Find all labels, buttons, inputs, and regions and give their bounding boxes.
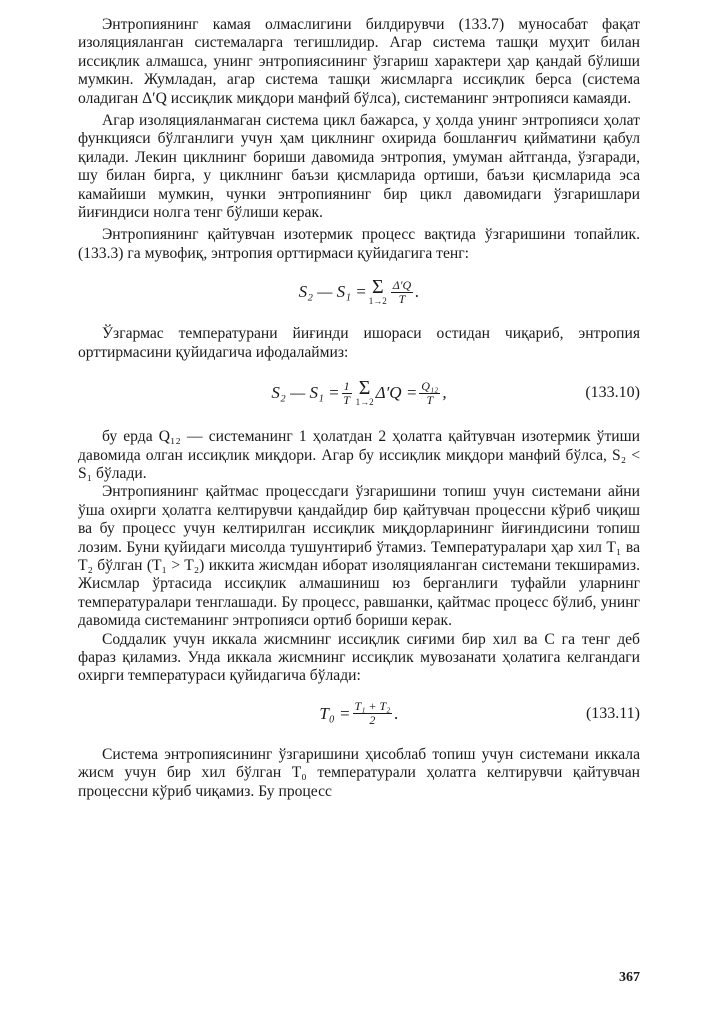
equation-133-11 <box>78 692 640 736</box>
coef-numerator: 1 <box>343 378 350 393</box>
paragraph-2: Агар изоляцияланмаган система цикл бажарса, у ҳолда унинг энтропияси ҳолат функцияси бўлганлиги учун ҳам циклнинг охирида бошланғич қийматини қабул қилади. Лекин циклнинг бориши давомида энтропия, умуман айтганда, ўзгаради, шу билан бирга, у циклнинг баъзи қисмларида ортиши, баъзи қисмларида эса камайиши мумкин, чунки энтропиянинг бир цикл давомидаги ўзгаришлари йиғиндиси нолга тенг бўлиши керак. <box>78 112 640 222</box>
paragraph-5: бу ерда Q₁₂ — системанинг 1 ҳолатдан 2 ҳолатга қайтувчан изотермик ўтиши давомида олган иссиқлик миқдори. Агар бу иссиқлик миқдори манфий бўлса, S₂ < S₁ бўлади. <box>78 428 640 482</box>
sum-limit: 1→2 <box>355 397 374 408</box>
paragraph-3: Энтропиянинг қайтувчан изотермик процесс вақтида ўзгаришини топайлик. (133.3) га мувофиқ, энтропия орттирмаси қуйидагига тенг: <box>78 226 640 262</box>
eq3-tail: . <box>394 703 399 723</box>
eq1-lhs: S₂ — S₁ = <box>298 282 367 302</box>
equation-number: (133.10) <box>585 384 640 402</box>
fraction <box>391 279 413 306</box>
equation-number: (133.11) <box>585 704 640 722</box>
page-number: 367 <box>619 970 640 985</box>
denominator: T <box>398 291 406 306</box>
sum-limit: 1→2 <box>368 296 387 307</box>
sum-sign: Σ 1→2 <box>368 276 387 307</box>
coefficient <box>342 380 352 407</box>
paragraph-4: Ўзгармас температурани йиғинди ишораси остидан чиқариб, энтропия орттирмасини қуйидагича ифодалаймиз: <box>78 325 640 361</box>
eq3-lhs: T₀ = <box>319 703 351 723</box>
eq2-tail: , <box>442 383 447 403</box>
fraction <box>419 380 440 407</box>
paragraph-8: Система энтропиясининг ўзгаришини ҳисоблаб топиш учун системани иккала жисм учун бир хил бўлган T₀ температурали ҳолатга келтирувчи қайтувчан процессни кўриб чиқамиз. Бу процесс <box>78 745 640 800</box>
sum-sign: Σ 1→2 <box>355 377 374 408</box>
numerator: Δ′Q <box>392 277 412 292</box>
eq2-mid: Δ′Q = <box>375 383 418 403</box>
paragraph-7: Соддалик учун иккала жисмнинг иссиқлик сиғими бир хил ва C га тенг деб фараз қиламиз. Унда иккала жисмнинг иссиқлик мувозанати ҳолатига келгандаги охирги температураси қуйидагича бўлади: <box>78 630 640 685</box>
page-body <box>78 16 640 801</box>
paragraph-6: Энтропиянинг қайтмас процессдаги ўзгаришини топиш учун системани айни ўша охирги ҳолатга келтирувчи қандайдир бир қайтувчан процессни кўриб чиқиш ва бу процесс учун келтирилган иссиқлик миқдорларининг йиғиндисини топиш лозим. Буни қуйидаги мисолда тушунтириб ўтамиз. Температуралари ҳар хил T₁ ва T₂ бўлган (T₁ > T₂) иккита жисмдан иборат изоляцияланган системани текширамиз. Жисмлар ўртасида иссиқлик алмашиниш юз берганлиги туфайли уларнинг температуралари тенглашади. Бу процесс, равшанки, қайтмас процесс бўлиб, унинг давомида системанинг энтропияси ортиб бориши керак. <box>78 483 640 630</box>
eq2-lhs: S₂ — S₁ = <box>271 383 340 403</box>
denominator: T <box>426 392 434 407</box>
denominator: 2 <box>369 713 376 728</box>
equation-133-10 <box>78 368 640 418</box>
paragraph-1: Энтропиянинг камая олмаслигини билдирувчи (133.7) муносабат фақат изоляцияланган системаларга тегишлидир. Агар система ташқи муҳит билан иссиқлик алмашса, унинг энтропиясининг ўзгариш характери ҳар қандай бўлиши мумкин. Жумладан, агар система ташқи жисмларга иссиқлик берса (система оладиган Δ′Q иссиқлик миқдори манфий бўлса), системанинг энтропияси камаяди. <box>78 16 640 107</box>
eq1-tail: . <box>415 282 420 302</box>
fraction <box>353 700 393 727</box>
numerator: Q₁₂ <box>421 378 439 393</box>
numerator: T₁ + T₂ <box>354 699 391 714</box>
coef-denominator: T <box>343 392 350 407</box>
equation-entropy-sum <box>78 269 640 315</box>
